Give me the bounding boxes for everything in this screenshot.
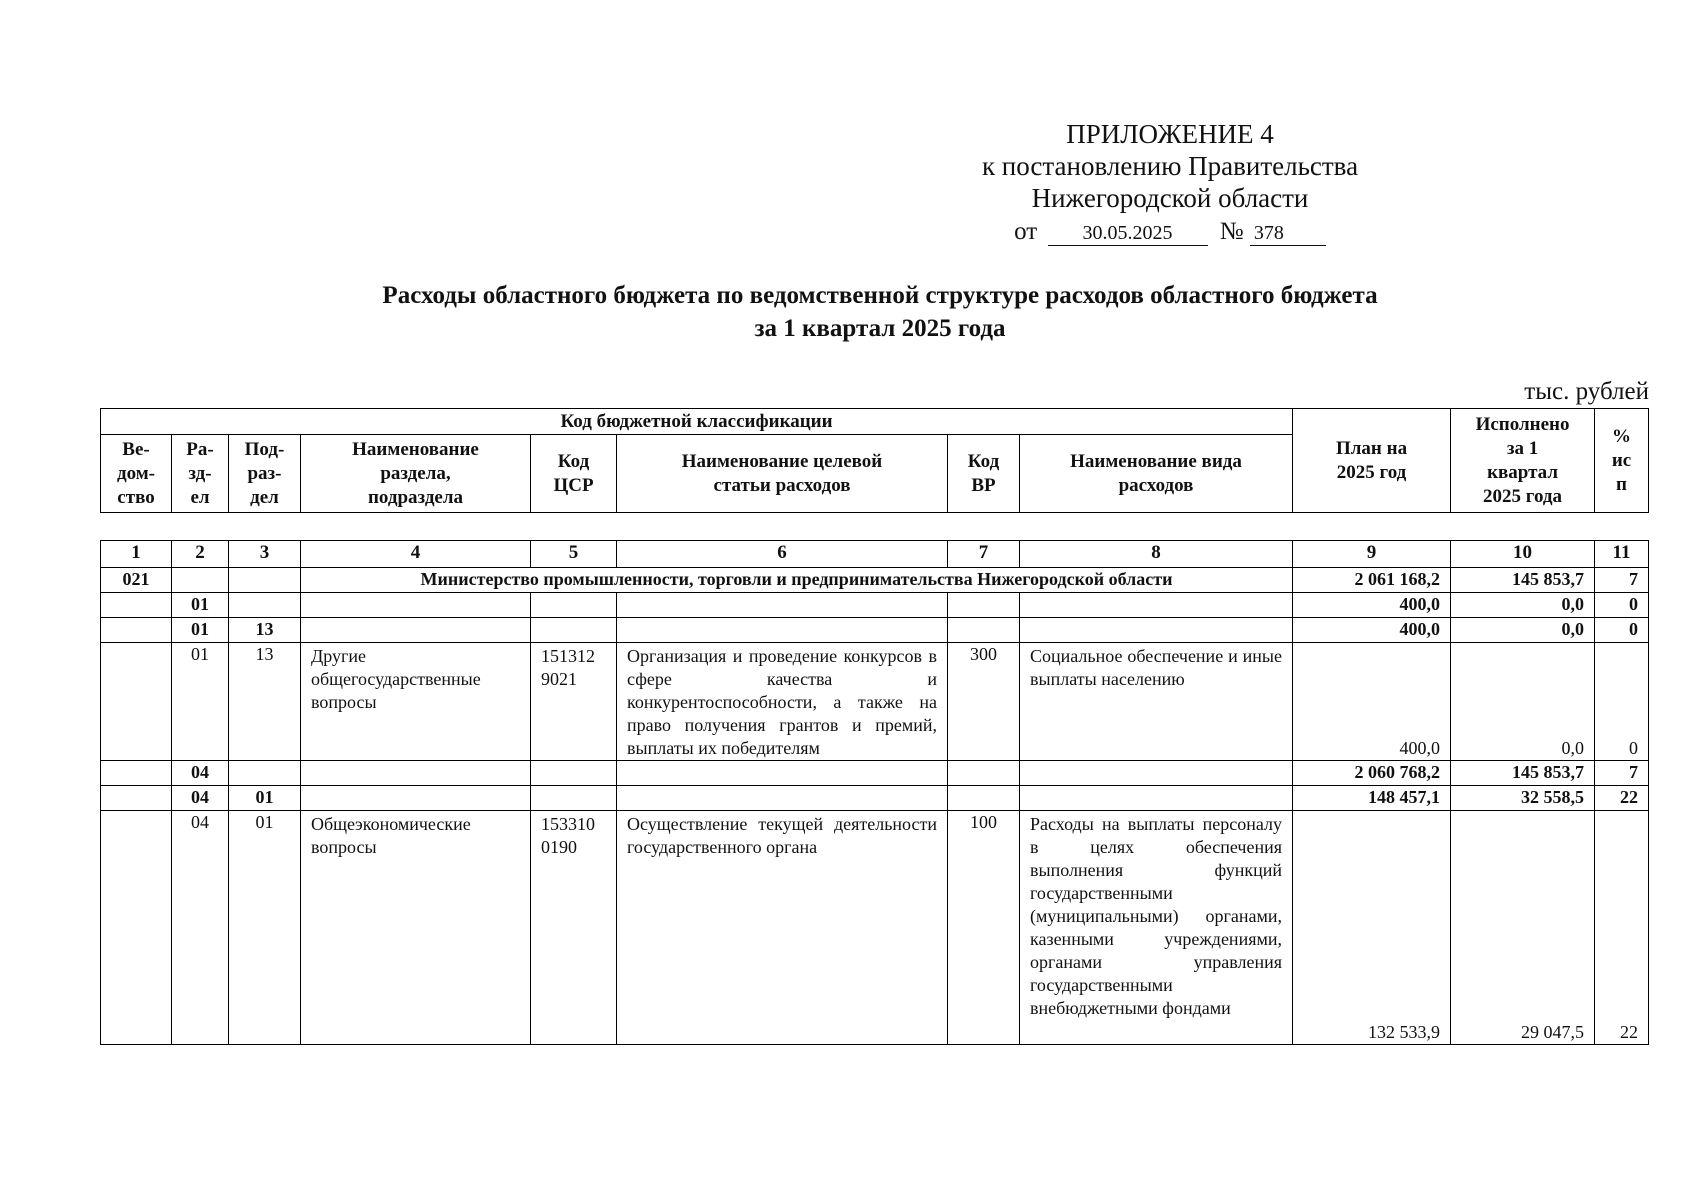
subsection-code: 13 xyxy=(229,643,301,761)
appendix-line-region: Нижегородской области xyxy=(1031,183,1309,213)
col-target-name: Наименование целевой статьи расходов xyxy=(617,435,948,513)
pct-value: 0 xyxy=(1595,618,1649,643)
section-code: 01 xyxy=(172,643,229,761)
done-value: 29 047,5 xyxy=(1451,811,1595,1045)
table-row-detail-01-13 xyxy=(101,643,1649,761)
ministry-name: Министерство промышленности, торговли и предпринимательства Нижегородской области xyxy=(301,568,1293,593)
plan-value: 400,0 xyxy=(1293,618,1451,643)
column-number: 8 xyxy=(1020,541,1293,568)
table-row-detail-04-01 xyxy=(101,811,1649,1045)
table-header xyxy=(100,408,1649,513)
column-number: 10 xyxy=(1451,541,1595,568)
section-code: 04 xyxy=(172,761,229,786)
subsection-code: 01 xyxy=(229,811,301,1045)
vr-code: 100 xyxy=(948,811,1020,1045)
col-section: Ра- зд- ел xyxy=(172,435,229,513)
pct-value: 7 xyxy=(1595,761,1649,786)
budget-table xyxy=(100,540,1649,1045)
subsection-code: 13 xyxy=(229,618,301,643)
column-number: 7 xyxy=(948,541,1020,568)
plan-value: 2 061 168,2 xyxy=(1293,568,1451,593)
col-csr: Код ЦСР xyxy=(531,435,617,513)
col-type-name: Наименование вида расходов xyxy=(1020,435,1293,513)
column-number: 5 xyxy=(531,541,617,568)
done-value: 0,0 xyxy=(1451,593,1595,618)
type-name: Социальное обеспечение и иные выплаты населению xyxy=(1020,643,1293,761)
pct-value: 7 xyxy=(1595,568,1649,593)
document-title-period: за 1 квартал 2025 года xyxy=(754,315,1006,342)
plan-value: 400,0 xyxy=(1293,643,1451,761)
resolution-number: 378 xyxy=(1250,221,1326,246)
plan-value: 400,0 xyxy=(1293,593,1451,618)
column-number: 3 xyxy=(229,541,301,568)
column-number: 1 xyxy=(101,541,172,568)
subsection-code: 01 xyxy=(229,786,301,811)
units-label: тыс. рублей xyxy=(1524,378,1649,405)
done-value: 145 853,7 xyxy=(1451,568,1595,593)
plan-value: 148 457,1 xyxy=(1293,786,1451,811)
document-title: Расходы областного бюджета по ведомственной структуре расходов областного бюджета xyxy=(382,282,1378,309)
column-number: 4 xyxy=(301,541,531,568)
pct-value: 22 xyxy=(1595,811,1649,1045)
col-subsection: Под- раз- дел xyxy=(229,435,301,513)
done-value: 0,0 xyxy=(1451,643,1595,761)
column-number: 11 xyxy=(1595,541,1649,568)
resolution-date: 30.05.2025 xyxy=(1048,221,1208,246)
target-name: Организация и проведение конкурсов в сфере качества и конкурентоспособности, а также на право получения грантов и премий, выплаты их победителям xyxy=(617,643,948,761)
csr-code: 153310 0190 xyxy=(531,811,617,1045)
section-code: 04 xyxy=(172,811,229,1045)
appendix-header xyxy=(940,118,1400,248)
number-label: № xyxy=(1219,218,1244,245)
table-row-subsection-04-01 xyxy=(101,786,1649,811)
done-value: 145 853,7 xyxy=(1451,761,1595,786)
col-plan: План на 2025 год xyxy=(1293,409,1451,513)
column-number: 2 xyxy=(172,541,229,568)
table-row-section-01 xyxy=(101,593,1649,618)
section-code: 01 xyxy=(172,593,229,618)
section-name: Другие общегосударственные вопросы xyxy=(301,643,531,761)
table-row-ministry xyxy=(101,568,1649,593)
done-value: 32 558,5 xyxy=(1451,786,1595,811)
dept-code: 021 xyxy=(101,568,172,593)
pct-value: 0 xyxy=(1595,593,1649,618)
section-code: 04 xyxy=(172,786,229,811)
from-label: от xyxy=(1014,218,1038,245)
appendix-line-resolution: к постановлению Правительства xyxy=(981,151,1359,181)
col-section-name: Наименование раздела, подраздела xyxy=(301,435,531,513)
column-number: 6 xyxy=(617,541,948,568)
done-value: 0,0 xyxy=(1451,618,1595,643)
pct-value: 0 xyxy=(1595,643,1649,761)
csr-code: 151312 9021 xyxy=(531,643,617,761)
col-done: Исполнено за 1 квартал 2025 года xyxy=(1451,409,1595,513)
column-number: 9 xyxy=(1293,541,1451,568)
plan-value: 2 060 768,2 xyxy=(1293,761,1451,786)
table-row-subsection-01-13 xyxy=(101,618,1649,643)
column-numbers-row xyxy=(101,541,1649,568)
pct-value: 22 xyxy=(1595,786,1649,811)
table-row-section-04 xyxy=(101,761,1649,786)
budget-classification-group: Код бюджетной классификации xyxy=(101,409,1293,435)
col-pct: % ис п xyxy=(1595,409,1649,513)
type-name: Расходы на выплаты персоналу в целях обеспечения выполнения функций государственными (муниципальными) органами, казенными учреждениями, органами управления государственными внебюджетными фондами xyxy=(1020,811,1293,1045)
section-code: 01 xyxy=(172,618,229,643)
col-vr: Код ВР xyxy=(948,435,1020,513)
appendix-title: ПРИЛОЖЕНИЕ 4 xyxy=(1066,119,1274,149)
section-name: Общеэкономические вопросы xyxy=(301,811,531,1045)
col-dept: Ве- дом- ство xyxy=(101,435,172,513)
plan-value: 132 533,9 xyxy=(1293,811,1451,1045)
vr-code: 300 xyxy=(948,643,1020,761)
target-name: Осуществление текущей деятельности государственного органа xyxy=(617,811,948,1045)
appendix-date-line xyxy=(940,216,1400,248)
